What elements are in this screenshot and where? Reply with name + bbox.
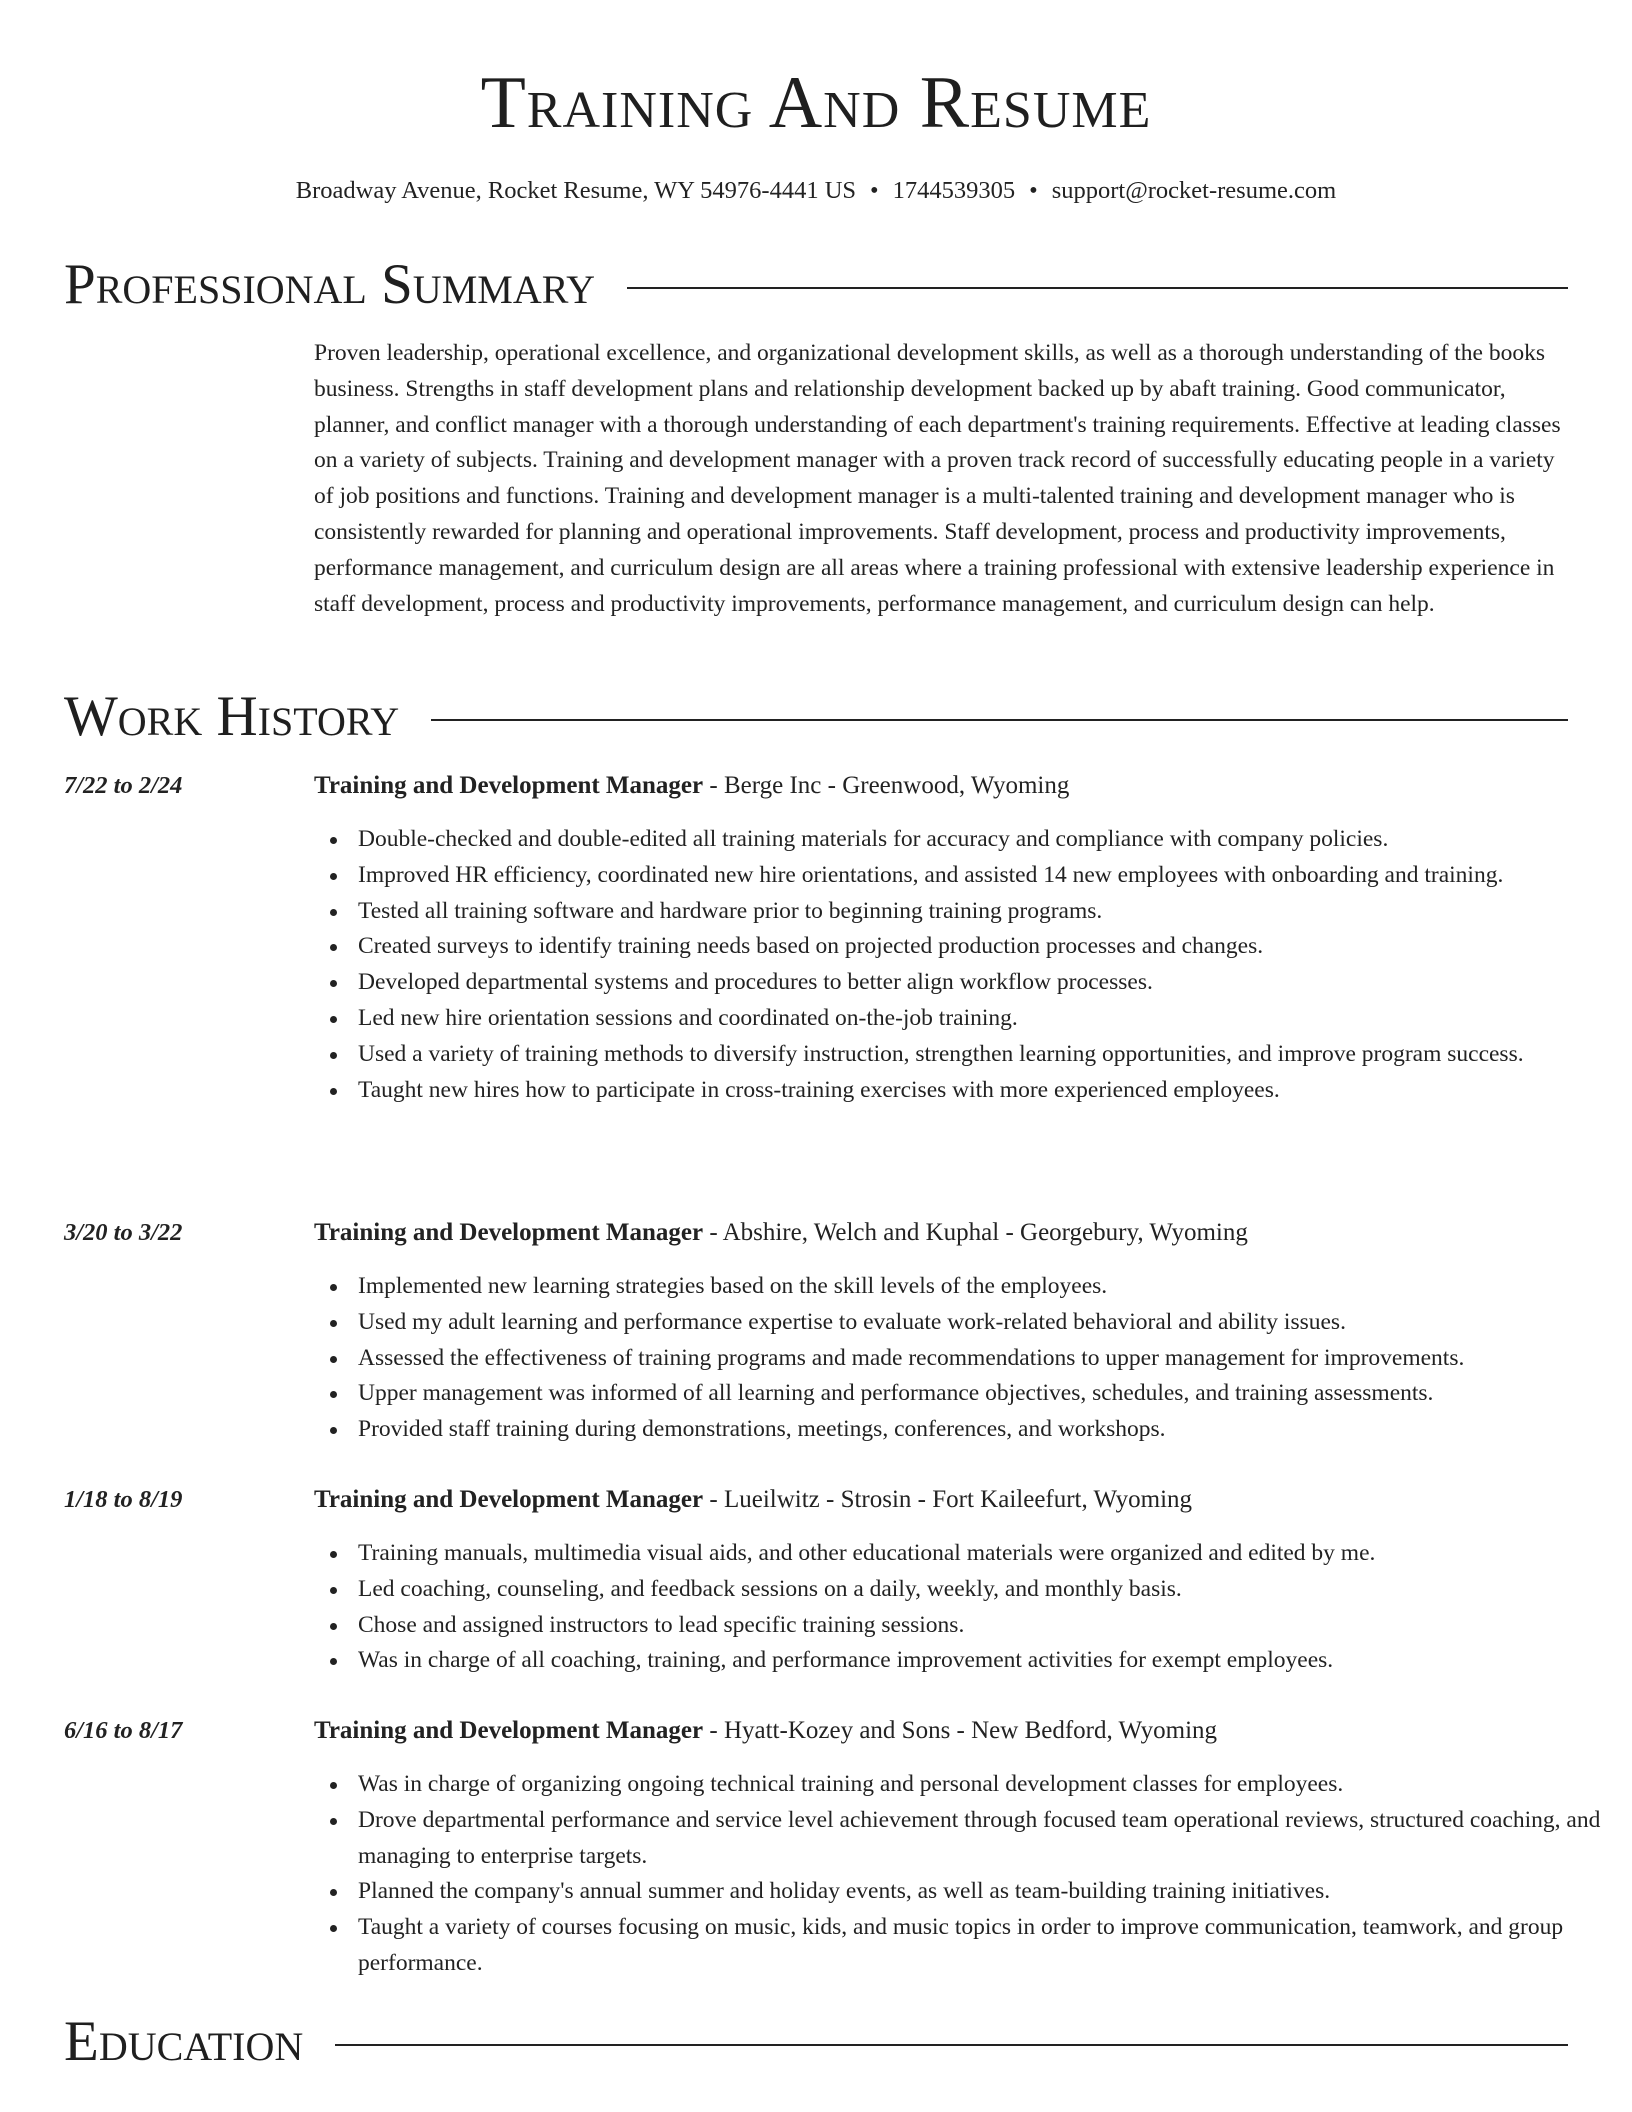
education-heading-title: Education (64, 2010, 304, 2073)
bullet-dot-icon (330, 1551, 337, 1558)
job-bullet-item (358, 1341, 1612, 1377)
job-bullet-list (314, 1767, 1612, 1982)
job-bullet-text: Provided staff training during demonstrations, meetings, conferences, and workshops. (358, 1416, 1166, 1443)
bullet-dot-icon (330, 873, 337, 880)
contact-separator: • (870, 177, 879, 204)
job-bullet-item (358, 1037, 1612, 1073)
bullet-dot-icon (330, 1889, 337, 1896)
job-bullet-text: Drove departmental performance and service level achievement through focused team operational reviews, structured coaching, and managing to enterprise targets. (358, 1806, 1601, 1869)
job-bullet-item (358, 1269, 1612, 1305)
job-bullet-item (358, 858, 1612, 894)
job-bullet-text: Used a variety of training methods to diversify instruction, strengthen learning opportunities, and improve program success. (358, 1040, 1524, 1067)
bullet-dot-icon (330, 980, 337, 987)
job-bullet-text: Was in charge of organizing ongoing technical training and personal development classes for employees. (358, 1771, 1344, 1797)
job-title: Training and Development Manager (314, 772, 704, 799)
job-employer-location: - Lueilwitz - Strosin - Fort Kaileefurt, Wyoming (703, 1486, 1193, 1513)
summary-text: Proven leadership, operational excellence, and organizational development skills, as well as a thorough understanding of the books business. Strengths in staff development plans and relationship development backed up by abaft training. Good communicator, planner, and conflict manager with a thorough understanding of each department's training requirements. Effective at leading classes on a variety of subjects. Training and development manager with a proven track record of successfully educating people in a variety of job positions and functions. Training and development manager is a multi-talented training and development manager who is consistently rewarded for planning and operational improvements. Staff development, process and productivity improvements, performance management, and curriculum design are all areas where a training professional with extensive leadership experience in staff development, process and productivity improvements, performance management, and curriculum design can help. (314, 340, 1561, 617)
job-bullet-item (358, 965, 1612, 1001)
job-bullet-text: Led coaching, counseling, and feedback sessions on a daily, weekly, and monthly basis. (358, 1575, 1182, 1602)
bullet-dot-icon (330, 1587, 337, 1594)
job-bullet-list (314, 1536, 1612, 1679)
contact-phone: 1744539305 (892, 177, 1016, 204)
job-bullet-text: Developed departmental systems and procedures to better align workflow processes. (358, 969, 1153, 996)
bullet-dot-icon (330, 909, 337, 916)
section-divider (335, 2044, 1568, 2046)
job-bullet-item (358, 822, 1612, 858)
bullet-dot-icon (330, 944, 337, 951)
job-bullet-text: Assessed the effectiveness of training programs and made recommendations to upper management for improvements. (358, 1344, 1465, 1371)
job-bullet-text: Tested all training software and hardware prior to beginning training programs. (358, 897, 1103, 924)
job-bullet-item (358, 1412, 1612, 1448)
education-section-heading (64, 2007, 1568, 2077)
job-bullet-text: Taught new hires how to participate in cross-training exercises with more experienced employees. (358, 1076, 1280, 1103)
job-title: Training and Development Manager (314, 1717, 704, 1744)
work-history-section-heading (64, 682, 1568, 752)
work-history-heading-title: Work History (64, 685, 400, 748)
job-dates: 3/20 to 3/22 (64, 1219, 183, 1246)
job-bullet-text: Implemented new learning strategies based on the skill levels of the employees. (358, 1273, 1108, 1299)
job-bullet-text: Was in charge of all coaching, training, and performance improvement activities for exempt employees. (358, 1647, 1334, 1674)
job-bullet-text: Double-checked and double-edited all training materials for accuracy and compliance with company policies. (358, 826, 1389, 852)
job-bullet-text: Chose and assigned instructors to lead specific training sessions. (358, 1611, 965, 1638)
bullet-dot-icon (330, 1016, 337, 1023)
job-bullet-text: Created surveys to identify training needs based on projected production processes and changes. (358, 933, 1264, 960)
job-headline (314, 1215, 1568, 1251)
bullet-dot-icon (330, 1818, 337, 1825)
job-bullet-item (358, 1643, 1612, 1679)
job-bullet-item (358, 1073, 1612, 1109)
bullet-dot-icon (330, 1427, 337, 1434)
bullet-dot-icon (330, 1356, 337, 1363)
job-bullet-item (358, 1305, 1612, 1341)
bullet-dot-icon (330, 1052, 337, 1059)
resume-name: Training And Resume (480, 62, 1152, 144)
job-employer-location: - Abshire, Welch and Kuphal - Georgebury, Wyoming (703, 1219, 1248, 1246)
job-headline (314, 1482, 1568, 1518)
bullet-dot-icon (330, 837, 337, 844)
job-title: Training and Development Manager (314, 1219, 704, 1246)
job-bullet-item (358, 1001, 1612, 1037)
section-divider (627, 287, 1568, 289)
contact-line (0, 174, 1632, 208)
summary-section-heading (64, 250, 1568, 320)
job-dates: 7/22 to 2/24 (64, 772, 183, 799)
bullet-dot-icon (330, 1284, 337, 1291)
job-bullet-item (358, 1874, 1612, 1910)
bullet-dot-icon (330, 1925, 337, 1932)
job-dates: 1/18 to 8/19 (64, 1486, 183, 1513)
job-headline (314, 1713, 1568, 1749)
job-title: Training and Development Manager (314, 1486, 704, 1513)
job-headline (314, 768, 1568, 804)
job-bullet-item (358, 1910, 1612, 1982)
job-bullet-text: Training manuals, multimedia visual aids, and other educational materials were organized and edited by me. (358, 1540, 1376, 1566)
job-bullet-item (358, 1572, 1612, 1608)
job-employer-location: - Hyatt-Kozey and Sons - New Bedford, Wyoming (703, 1717, 1218, 1744)
bullet-dot-icon (330, 1391, 337, 1398)
bullet-dot-icon (330, 1320, 337, 1327)
contact-address: Broadway Avenue, Rocket Resume, WY 54976-4441 US (295, 177, 857, 204)
job-employer-location: - Berge Inc - Greenwood, Wyoming (703, 772, 1070, 799)
section-divider (431, 719, 1568, 721)
bullet-dot-icon (330, 1623, 337, 1630)
bullet-dot-icon (330, 1088, 337, 1095)
job-dates: 6/16 to 8/17 (64, 1717, 183, 1744)
job-bullet-item (358, 1536, 1612, 1572)
contact-separator: • (1029, 177, 1038, 204)
job-bullet-text: Planned the company's annual summer and holiday events, as well as team-building training initiatives. (358, 1878, 1331, 1905)
job-bullet-list (314, 822, 1612, 1108)
contact-email: support@rocket-resume.com (1051, 177, 1337, 204)
summary-heading-title: Professional Summary (64, 253, 596, 316)
job-bullet-item (358, 929, 1612, 965)
job-bullet-list (314, 1269, 1612, 1448)
bullet-dot-icon (330, 1658, 337, 1665)
job-bullet-item (358, 1608, 1612, 1644)
job-bullet-item (358, 894, 1612, 930)
bullet-dot-icon (330, 1782, 337, 1789)
job-bullet-text: Improved HR efficiency, coordinated new hire orientations, and assisted 14 new employees with onboarding and training. (358, 861, 1504, 888)
job-bullet-text: Led new hire orientation sessions and coordinated on-the-job training. (358, 1004, 1018, 1031)
job-bullet-text: Used my adult learning and performance expertise to evaluate work-related behavioral and ability issues. (358, 1308, 1346, 1335)
job-bullet-text: Taught a variety of courses focusing on music, kids, and music topics in order to improve communication, teamwork, and group performance. (358, 1914, 1564, 1976)
job-bullet-item (358, 1376, 1612, 1412)
job-bullet-item (358, 1767, 1612, 1803)
job-bullet-text: Upper management was informed of all learning and performance objectives, schedules, and training assessments. (358, 1380, 1434, 1407)
job-bullet-item (358, 1803, 1612, 1875)
